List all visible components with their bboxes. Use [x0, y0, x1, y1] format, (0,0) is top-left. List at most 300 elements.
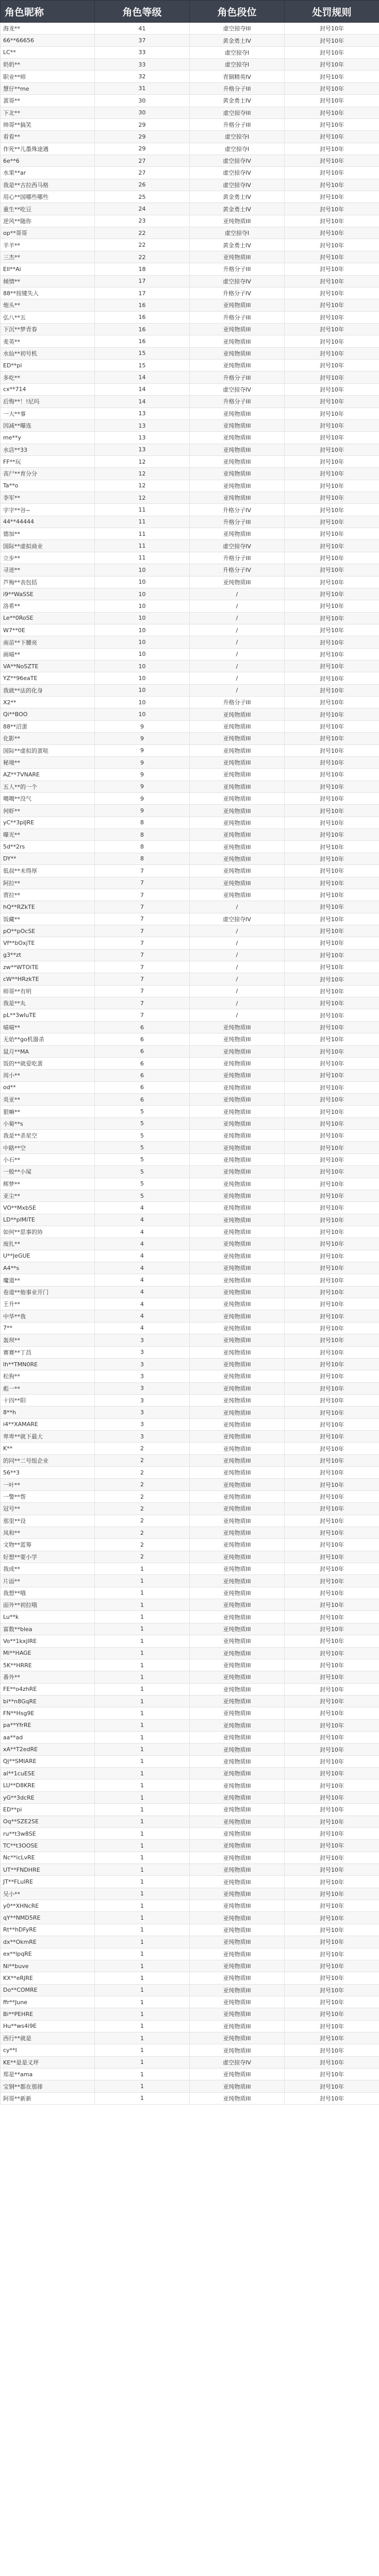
table-row — [1, 720, 379, 732]
cell-level: 11 — [95, 540, 190, 552]
cell-penalty: 封号10年 — [285, 1130, 379, 1142]
cell-nickname: 李军** — [1, 492, 95, 504]
table-row — [1, 1960, 379, 1972]
cell-nickname: 阿哥**新新 — [1, 2092, 95, 2104]
cell-level: 4 — [95, 1238, 190, 1250]
table-row — [1, 1298, 379, 1310]
cell-penalty: 封号10年 — [285, 2020, 379, 2032]
cell-level: 4 — [95, 1274, 190, 1286]
cell-penalty: 封号10年 — [285, 540, 379, 552]
cell-penalty: 封号10年 — [285, 263, 379, 275]
cell-nickname: Rt**hDFyRE — [1, 1924, 95, 1936]
cell-segment: 亚纯物质III — [190, 1057, 285, 1069]
cell-segment: 亚纯物质III — [190, 1033, 285, 1045]
table-row — [1, 1117, 379, 1129]
cell-level: 4 — [95, 1262, 190, 1274]
cell-nickname: i4**XAMARE — [1, 1418, 95, 1430]
cell-level: 29 — [95, 118, 190, 130]
cell-nickname: 松狗** — [1, 1370, 95, 1382]
table-row — [1, 155, 379, 166]
table-row — [1, 215, 379, 227]
cell-nickname: 一警**帮 — [1, 1490, 95, 1502]
cell-level: 10 — [95, 672, 190, 684]
table-row — [1, 636, 379, 648]
cell-penalty: 封号10年 — [285, 1467, 379, 1479]
cell-penalty: 封号10年 — [285, 396, 379, 408]
cell-nickname: Vo**1kxjIRE — [1, 1635, 95, 1647]
cell-penalty: 封号10年 — [285, 1587, 379, 1599]
cell-level: 23 — [95, 215, 190, 227]
cell-nickname: 狠嘛** — [1, 1106, 95, 1117]
cell-penalty: 封号10年 — [285, 1238, 379, 1250]
cell-penalty: 封号10年 — [285, 925, 379, 937]
table-row — [1, 1443, 379, 1454]
cell-level: 2 — [95, 1467, 190, 1479]
cell-penalty: 封号10年 — [285, 1647, 379, 1659]
table-row — [1, 263, 379, 275]
table-row — [1, 1250, 379, 1262]
cell-penalty: 封号10年 — [285, 95, 379, 107]
table-row — [1, 1346, 379, 1358]
cell-level: 1 — [95, 2008, 190, 2020]
table-row — [1, 1226, 379, 1238]
cell-penalty: 封号10年 — [285, 901, 379, 913]
table-row — [1, 1262, 379, 1274]
cell-level: 6 — [95, 1093, 190, 1105]
cell-segment: 亚纯物质III — [190, 2092, 285, 2104]
cell-nickname: 卷道**他事业开门 — [1, 1286, 95, 1298]
cell-level: 3 — [95, 1418, 190, 1430]
cell-segment: 虚空掠夺IV — [190, 540, 285, 552]
cell-penalty: 封号10年 — [285, 455, 379, 467]
cell-segment: 亚纯物质III — [190, 1695, 285, 1707]
table-row — [1, 1033, 379, 1045]
cell-penalty: 封号10年 — [285, 1226, 379, 1238]
cell-level: 1 — [95, 1563, 190, 1575]
header-row — [1, 1, 379, 23]
table-row — [1, 2020, 379, 2032]
cell-penalty: 封号10年 — [285, 937, 379, 949]
cell-level: 2 — [95, 1527, 190, 1538]
cell-level: 2 — [95, 1454, 190, 1466]
cell-penalty: 封号10年 — [285, 1286, 379, 1298]
cell-segment: 亚纯物质III — [190, 2032, 285, 2044]
cell-nickname: od** — [1, 1081, 95, 1093]
table-row — [1, 1647, 379, 1659]
table-row — [1, 1900, 379, 1912]
table-row — [1, 612, 379, 624]
table-row — [1, 2080, 379, 2092]
cell-level: 15 — [95, 347, 190, 359]
table-row — [1, 504, 379, 516]
cell-nickname: 后悔**！!尼玛 — [1, 396, 95, 408]
cell-nickname: 蛋哥** — [1, 95, 95, 107]
cell-level: 1 — [95, 1924, 190, 1936]
cell-nickname: 字字**谷~ — [1, 504, 95, 516]
cell-penalty: 封号10年 — [285, 697, 379, 708]
cell-penalty: 封号10年 — [285, 1984, 379, 1996]
cell-level: 14 — [95, 383, 190, 395]
cell-nickname: 周小** — [1, 1070, 95, 1081]
cell-segment: 亚纯物质III — [190, 756, 285, 768]
table-row — [1, 769, 379, 781]
cell-penalty: 封号10年 — [285, 1406, 379, 1418]
cell-penalty: 封号10年 — [285, 1575, 379, 1587]
cell-level: 10 — [95, 600, 190, 612]
table-row — [1, 1286, 379, 1298]
table-row — [1, 889, 379, 901]
cell-nickname: 我想**哦 — [1, 1587, 95, 1599]
cell-level: 1 — [95, 1791, 190, 1803]
cell-penalty: 封号10年 — [285, 1334, 379, 1346]
cell-penalty: 封号10年 — [285, 1852, 379, 1863]
table-row — [1, 829, 379, 841]
cell-penalty: 封号10年 — [285, 516, 379, 528]
table-row — [1, 1948, 379, 1960]
table-row — [1, 672, 379, 684]
cell-penalty: 封号10年 — [285, 2092, 379, 2104]
cell-nickname: aa**ad — [1, 1732, 95, 1743]
table-row — [1, 131, 379, 143]
table-row — [1, 925, 379, 937]
table-row — [1, 1202, 379, 1214]
cell-penalty: 封号10年 — [285, 311, 379, 323]
cell-level: 1 — [95, 1647, 190, 1659]
cell-nickname: 何虾** — [1, 805, 95, 817]
cell-segment: 亚纯物质III — [190, 1322, 285, 1334]
cell-nickname: 噶噶**没气 — [1, 793, 95, 805]
cell-nickname: 56**3 — [1, 1467, 95, 1479]
cell-nickname: 水果**ar — [1, 167, 95, 179]
cell-segment: 亚纯物质III — [190, 215, 285, 227]
table-row — [1, 1936, 379, 1948]
cell-nickname: 芦梅**表包括 — [1, 576, 95, 588]
cell-penalty: 封号10年 — [285, 817, 379, 828]
cell-segment: 虚空掠夺IV — [190, 383, 285, 395]
table-row — [1, 865, 379, 877]
table-row — [1, 1996, 379, 2008]
cell-level: 16 — [95, 335, 190, 347]
cell-level: 9 — [95, 805, 190, 817]
cell-penalty: 封号10年 — [285, 1106, 379, 1117]
cell-level: 1 — [95, 2092, 190, 2104]
cell-segment: 升格分子III — [190, 697, 285, 708]
cell-segment: / — [190, 612, 285, 624]
cell-nickname: VA**NoSZTE — [1, 660, 95, 672]
cell-penalty: 封号10年 — [285, 793, 379, 805]
cell-nickname: 麦英** — [1, 335, 95, 347]
cell-segment: 亚纯物质III — [190, 1936, 285, 1948]
cell-penalty: 封号10年 — [285, 191, 379, 203]
cell-nickname: 小菊**s — [1, 1117, 95, 1129]
cell-nickname: FN**Hsg9E — [1, 1707, 95, 1719]
cell-level: 24 — [95, 203, 190, 215]
cell-penalty: 封号10年 — [285, 2080, 379, 2092]
cell-level: 7 — [95, 937, 190, 949]
cell-penalty: 封号10年 — [285, 299, 379, 311]
header-penalty: 处罚规则 — [285, 1, 379, 23]
cell-level: 1 — [95, 2080, 190, 2092]
table-row — [1, 1563, 379, 1575]
cell-penalty: 封号10年 — [285, 59, 379, 71]
table-row — [1, 95, 379, 107]
cell-level: 2 — [95, 1490, 190, 1502]
cell-segment: 亚纯物质III — [190, 1503, 285, 1515]
cell-penalty: 封号10年 — [285, 1527, 379, 1538]
cell-level: 16 — [95, 299, 190, 311]
table-row — [1, 419, 379, 431]
table-row — [1, 781, 379, 792]
cell-nickname: 8**h — [1, 1406, 95, 1418]
cell-level: 11 — [95, 516, 190, 528]
cell-level: 1 — [95, 1768, 190, 1780]
cell-penalty: 封号10年 — [285, 1912, 379, 1924]
cell-nickname: 魔道** — [1, 1274, 95, 1286]
table-row — [1, 444, 379, 455]
cell-level: 9 — [95, 720, 190, 732]
cell-level: 10 — [95, 648, 190, 660]
table-row — [1, 335, 379, 347]
table-row — [1, 323, 379, 335]
table-row — [1, 552, 379, 564]
cell-nickname: KE**是是义坪 — [1, 2056, 95, 2068]
cell-nickname: 番外** — [1, 1671, 95, 1683]
table-row — [1, 1539, 379, 1551]
cell-nickname: K** — [1, 1443, 95, 1454]
table-row — [1, 23, 379, 35]
cell-penalty: 封号10年 — [285, 468, 379, 480]
cell-nickname: 弘八**五 — [1, 311, 95, 323]
cell-level: 1 — [95, 1683, 190, 1695]
cell-segment: 亚纯物质III — [190, 1743, 285, 1755]
table-row — [1, 360, 379, 371]
table-row — [1, 913, 379, 925]
table-row — [1, 1780, 379, 1791]
table-row — [1, 71, 379, 82]
cell-penalty: 封号10年 — [285, 2069, 379, 2080]
cell-level: 1 — [95, 1732, 190, 1743]
cell-nickname: 十四**阳 — [1, 1394, 95, 1406]
cell-segment: 亚纯物质III — [190, 1406, 285, 1418]
cell-segment: / — [190, 588, 285, 600]
table-row — [1, 179, 379, 191]
cell-segment: 虚空掠夺I — [190, 46, 285, 58]
cell-level: 22 — [95, 227, 190, 239]
cell-penalty: 封号10年 — [285, 1695, 379, 1707]
cell-penalty: 封号10年 — [285, 1876, 379, 1888]
cell-segment: 亚纯物质III — [190, 1467, 285, 1479]
cell-segment: 亚纯物质III — [190, 1840, 285, 1852]
table-row — [1, 251, 379, 263]
cell-level: 1 — [95, 2020, 190, 2032]
cell-penalty: 封号10年 — [285, 1960, 379, 1972]
cell-segment: 亚纯物质III — [190, 1262, 285, 1274]
cell-nickname: 化影** — [1, 733, 95, 744]
cell-segment: 亚纯物质III — [190, 1081, 285, 1093]
table-row — [1, 1490, 379, 1502]
cell-segment: 升格分子III — [190, 396, 285, 408]
cell-nickname: JT**FLuIRE — [1, 1876, 95, 1888]
cell-segment: / — [190, 636, 285, 648]
cell-level: 2 — [95, 1479, 190, 1490]
cell-level: 1 — [95, 1960, 190, 1972]
table-row — [1, 347, 379, 359]
cell-level: 10 — [95, 697, 190, 708]
cell-penalty: 封号10年 — [285, 227, 379, 239]
cell-segment: 亚纯物质III — [190, 1154, 285, 1165]
cell-penalty: 封号10年 — [285, 1791, 379, 1803]
table-row — [1, 540, 379, 552]
cell-level: 25 — [95, 191, 190, 203]
cell-nickname: 三杰** — [1, 251, 95, 263]
cell-penalty: 封号10年 — [285, 528, 379, 540]
cell-segment: 升格分子III — [190, 82, 285, 94]
cell-nickname: 五人**的一个 — [1, 781, 95, 792]
cell-segment: / — [190, 985, 285, 997]
cell-nickname: 逆风**随你 — [1, 215, 95, 227]
cell-segment: 虚空掠夺IV — [190, 179, 285, 191]
cell-nickname: Nc**icLvRE — [1, 1852, 95, 1863]
cell-segment: 亚纯物质III — [190, 444, 285, 455]
cell-nickname: 文物**蓝筹 — [1, 1539, 95, 1551]
table-row — [1, 1009, 379, 1021]
table-row — [1, 2044, 379, 2056]
cell-penalty: 封号10年 — [285, 1623, 379, 1635]
cell-segment: 亚纯物质III — [190, 1298, 285, 1310]
cell-penalty: 封号10年 — [285, 1479, 379, 1490]
cell-segment: / — [190, 937, 285, 949]
cell-segment: 虚空掠夺III — [190, 23, 285, 35]
table-row — [1, 1057, 379, 1069]
cell-penalty: 封号10年 — [285, 1804, 379, 1816]
cell-segment: 亚纯物质III — [190, 889, 285, 901]
table-row — [1, 756, 379, 768]
cell-penalty: 封号10年 — [285, 167, 379, 179]
cell-nickname: 66**66656 — [1, 35, 95, 46]
cell-segment: 亚纯物质III — [190, 1635, 285, 1647]
cell-penalty: 封号10年 — [285, 492, 379, 504]
cell-level: 7 — [95, 889, 190, 901]
table-row — [1, 1130, 379, 1142]
cell-level: 30 — [95, 95, 190, 107]
cell-level: 5 — [95, 1166, 190, 1178]
cell-nickname: 我成** — [1, 1563, 95, 1575]
cell-nickname: 职业**师 — [1, 71, 95, 82]
cell-penalty: 封号10年 — [285, 1298, 379, 1310]
cell-segment: 升格分子III — [190, 311, 285, 323]
cell-nickname: 的同**二号组企业 — [1, 1454, 95, 1466]
cell-level: 4 — [95, 1250, 190, 1262]
cell-penalty: 封号10年 — [285, 360, 379, 371]
cell-level: 27 — [95, 167, 190, 179]
cell-level: 5 — [95, 1142, 190, 1154]
table-row — [1, 1924, 379, 1936]
cell-segment: 亚纯物质III — [190, 1346, 285, 1358]
cell-level: 1 — [95, 1587, 190, 1599]
cell-segment: 升格分子IV — [190, 287, 285, 299]
cell-segment: 亚纯物质III — [190, 2069, 285, 2080]
cell-nickname: Le**0RoSE — [1, 612, 95, 624]
cell-level: 33 — [95, 59, 190, 71]
cell-level: 8 — [95, 853, 190, 865]
cell-nickname: 下北** — [1, 107, 95, 118]
cell-segment: 亚纯物质III — [190, 1900, 285, 1912]
table-row — [1, 2056, 379, 2068]
cell-nickname: 炎亚** — [1, 1093, 95, 1105]
cell-level: 7 — [95, 877, 190, 889]
cell-penalty: 封号10年 — [285, 1888, 379, 1900]
table-row — [1, 973, 379, 985]
cell-level: 1 — [95, 1671, 190, 1683]
cell-segment: 亚纯物质III — [190, 323, 285, 335]
cell-level: 1 — [95, 1599, 190, 1611]
cell-penalty: 封号10年 — [285, 1274, 379, 1286]
cell-nickname: 王升** — [1, 1298, 95, 1310]
cell-nickname: VO**MxbSE — [1, 1202, 95, 1214]
cell-level: 1 — [95, 1755, 190, 1767]
cell-level: 13 — [95, 432, 190, 444]
table-row — [1, 1984, 379, 1996]
cell-level: 1 — [95, 1936, 190, 1948]
table-row — [1, 1190, 379, 1201]
cell-segment: 亚纯物质III — [190, 1984, 285, 1996]
cell-penalty: 封号10年 — [285, 1490, 379, 1502]
cell-penalty: 封号10年 — [285, 1190, 379, 1201]
table-row — [1, 1310, 379, 1322]
cell-segment: 亚纯物质III — [190, 1827, 285, 1839]
cell-segment: 亚纯物质III — [190, 1551, 285, 1563]
cell-nickname: 立步** — [1, 552, 95, 564]
cell-level: 1 — [95, 1888, 190, 1900]
cell-segment: 亚纯物质III — [190, 1093, 285, 1105]
table-row — [1, 1178, 379, 1190]
table-row — [1, 648, 379, 660]
cell-penalty: 封号10年 — [285, 1431, 379, 1443]
cell-penalty: 封号10年 — [285, 1358, 379, 1370]
cell-penalty: 封号10年 — [285, 1142, 379, 1154]
cell-segment: 亚纯物质III — [190, 1310, 285, 1322]
table-row — [1, 1431, 379, 1443]
cell-penalty: 封号10年 — [285, 1382, 379, 1394]
cell-segment: 亚纯物质III — [190, 2020, 285, 2032]
cell-nickname: 丧尸**育分分 — [1, 468, 95, 480]
cell-nickname: xA**T2edRE — [1, 1743, 95, 1755]
cell-segment: 亚纯物质III — [190, 865, 285, 877]
table-row — [1, 1852, 379, 1863]
cell-segment: 黄金勇士IV — [190, 95, 285, 107]
table-row — [1, 1623, 379, 1635]
cell-nickname: 我是**杀星空 — [1, 1130, 95, 1142]
cell-nickname: y0**XHNcRE — [1, 1900, 95, 1912]
cell-segment: 亚纯物质III — [190, 1250, 285, 1262]
cell-nickname: al**1cuESE — [1, 1768, 95, 1780]
cell-level: 1 — [95, 1827, 190, 1839]
cell-nickname: KX**eRJRE — [1, 1972, 95, 1984]
cell-level: 3 — [95, 1431, 190, 1443]
cell-level: 1 — [95, 1852, 190, 1863]
cell-segment: 亚纯物质III — [190, 769, 285, 781]
cell-level: 7 — [95, 925, 190, 937]
table-row — [1, 697, 379, 708]
cell-penalty: 封号10年 — [285, 1178, 379, 1190]
table-row — [1, 1840, 379, 1852]
cell-penalty: 封号10年 — [285, 865, 379, 877]
cell-penalty: 封号10年 — [285, 143, 379, 155]
cell-penalty: 封号10年 — [285, 371, 379, 383]
cell-level: 10 — [95, 624, 190, 636]
table-row — [1, 299, 379, 311]
table-row — [1, 480, 379, 492]
